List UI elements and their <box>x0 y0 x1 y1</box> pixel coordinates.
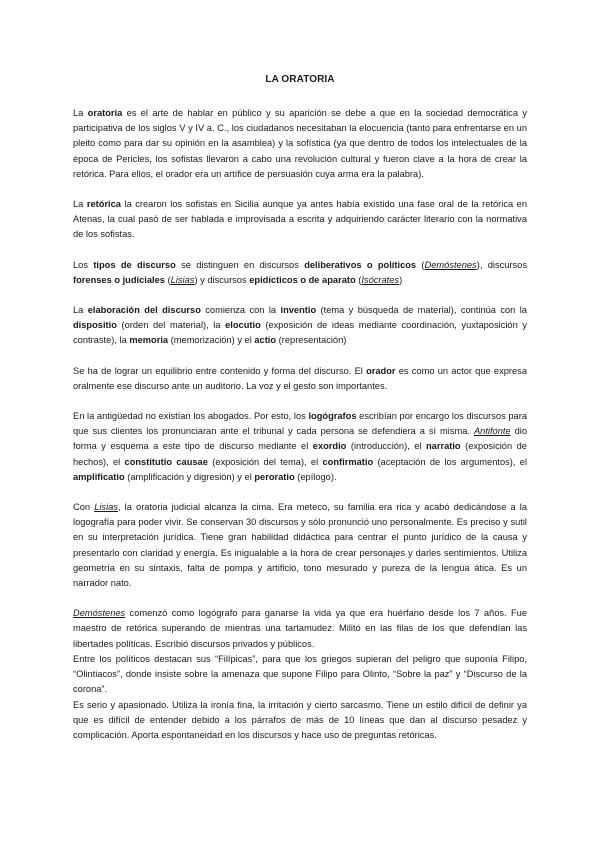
paragraph-retorica: La retórica la crearon los sofistas en Sicilia aunque ya antes había existido una fase oral de la retórica en Atenas, la cual pasó de ser hablada e improvisada a escrita y adquiriendo carácter literario con la normativa de los sofistas. <box>73 199 527 240</box>
paragraph-lisias: Con Lisias, la oratoria judicial alcanza la cima. Era meteco, su familia era rica y acabó dedicándose a la logografía para poder vivir. Se conservan 30 discursos y sólo pronunció uno personalmente. Es preciso y sutil en su interpretación jurídica. Tiene gran habilidad didáctica para centrar el punto jurídico de la causa y presentarlo con claridad y energía. Es inigualable a la hora de crear personajes y darles sentimientos. Utiliza geometría en su sintaxis, falta de pompa y artificio, tono mesurado y pureza de la lengua ática. Es un narrador nato. <box>73 502 528 589</box>
paragraph-filipicas: Entre los políticos destacan sus “Filípicas”, para que los griegos supieran del peligro que suponía Filipo, “Olintiacos”, donde insiste sobre la amenaza que supone Filipo para Olinto, “Sobre la paz” y “Discurso de la corona”. <box>73 653 527 695</box>
paragraph-tipos-discurso: Los tipos de discurso se distinguen en discursos deliberativos o políticos (Demóstenes), discursos forenses o judiciales (Lisias) y discursos epidícticos o de aparato (Isócrates) <box>73 259 527 285</box>
paragraph-equilibrio: Se ha de lograr un equilibrio entre contenido y forma del discurso. El orador es como un actor que expresa oralmente ese discurso ante un auditorio. La voz y el gesto son importantes. <box>73 365 527 391</box>
paragraph-oratoria: La oratoria es el arte de hablar en público y su aparición se debe a que en la sociedad democrática y participativa de los siglos V y IV a. C., los ciudadanos necesitaban la elocuencia (tanto para enfrentarse en un pleito como para dar su opinión en la asamblea) y la sofística (ya que dentro de todos los intelectuales de la época de Pericles, los sofistas llevaron a cabo una revolución cultural y fueron clave a la hora de crear la retórica. Para ellos, el orador era un artífice de persuasión cuya arma era la palabra). <box>73 108 527 179</box>
paragraph-elaboracion: La elaboración del discurso comienza con la inventio (tema y búsqueda de material), continúa con la dispositio (orden del material), la elocutio (exposición de ideas mediante coordinación, yuxtaposición y contraste), la memoria (memorización) y el actio (representación) <box>73 305 527 346</box>
paragraph-demostenes: Demóstenes comenzó como logógrafo para ganarse la vida ya que era huérfano desde los 7 años. Fue maestro de retórica superando de mientras una tartamudez. Militó en las filas de los que defendían las libertades políticas. Escribió discursos privados y públicos. <box>73 608 527 649</box>
page-title: LA ORATORIA <box>265 74 335 85</box>
paragraph-estilo: Es serio y apasionado. Utiliza la ironía fina, la irritación y cierto sarcasmo. Tiene un estilo difícil de definir ya que es difícil de entender debido a los párrafos de más de 10 líneas que dan al discurso pesadez y complicación. Aporta espontaneidad en los discursos y hace uso de preguntas retóricas. <box>73 699 527 740</box>
paragraph-logografos: En la antigüedad no existían los abogados. Por esto, los logógrafos escribían por encargo los discursos para que sus clientes los pronunciaran ante el tribunal y cada persona se defendiera a sí misma. Antifonte dio forma y esquema a este tipo de discurso mediante el exordio (introducción), el narratio (exposición de hechos), el constitutio causae (exposición del tema), el confirmatio (aceptación de los argumentos), el amplificatio (amplificación y digresión) y el peroratio (epílogo). <box>73 411 528 482</box>
